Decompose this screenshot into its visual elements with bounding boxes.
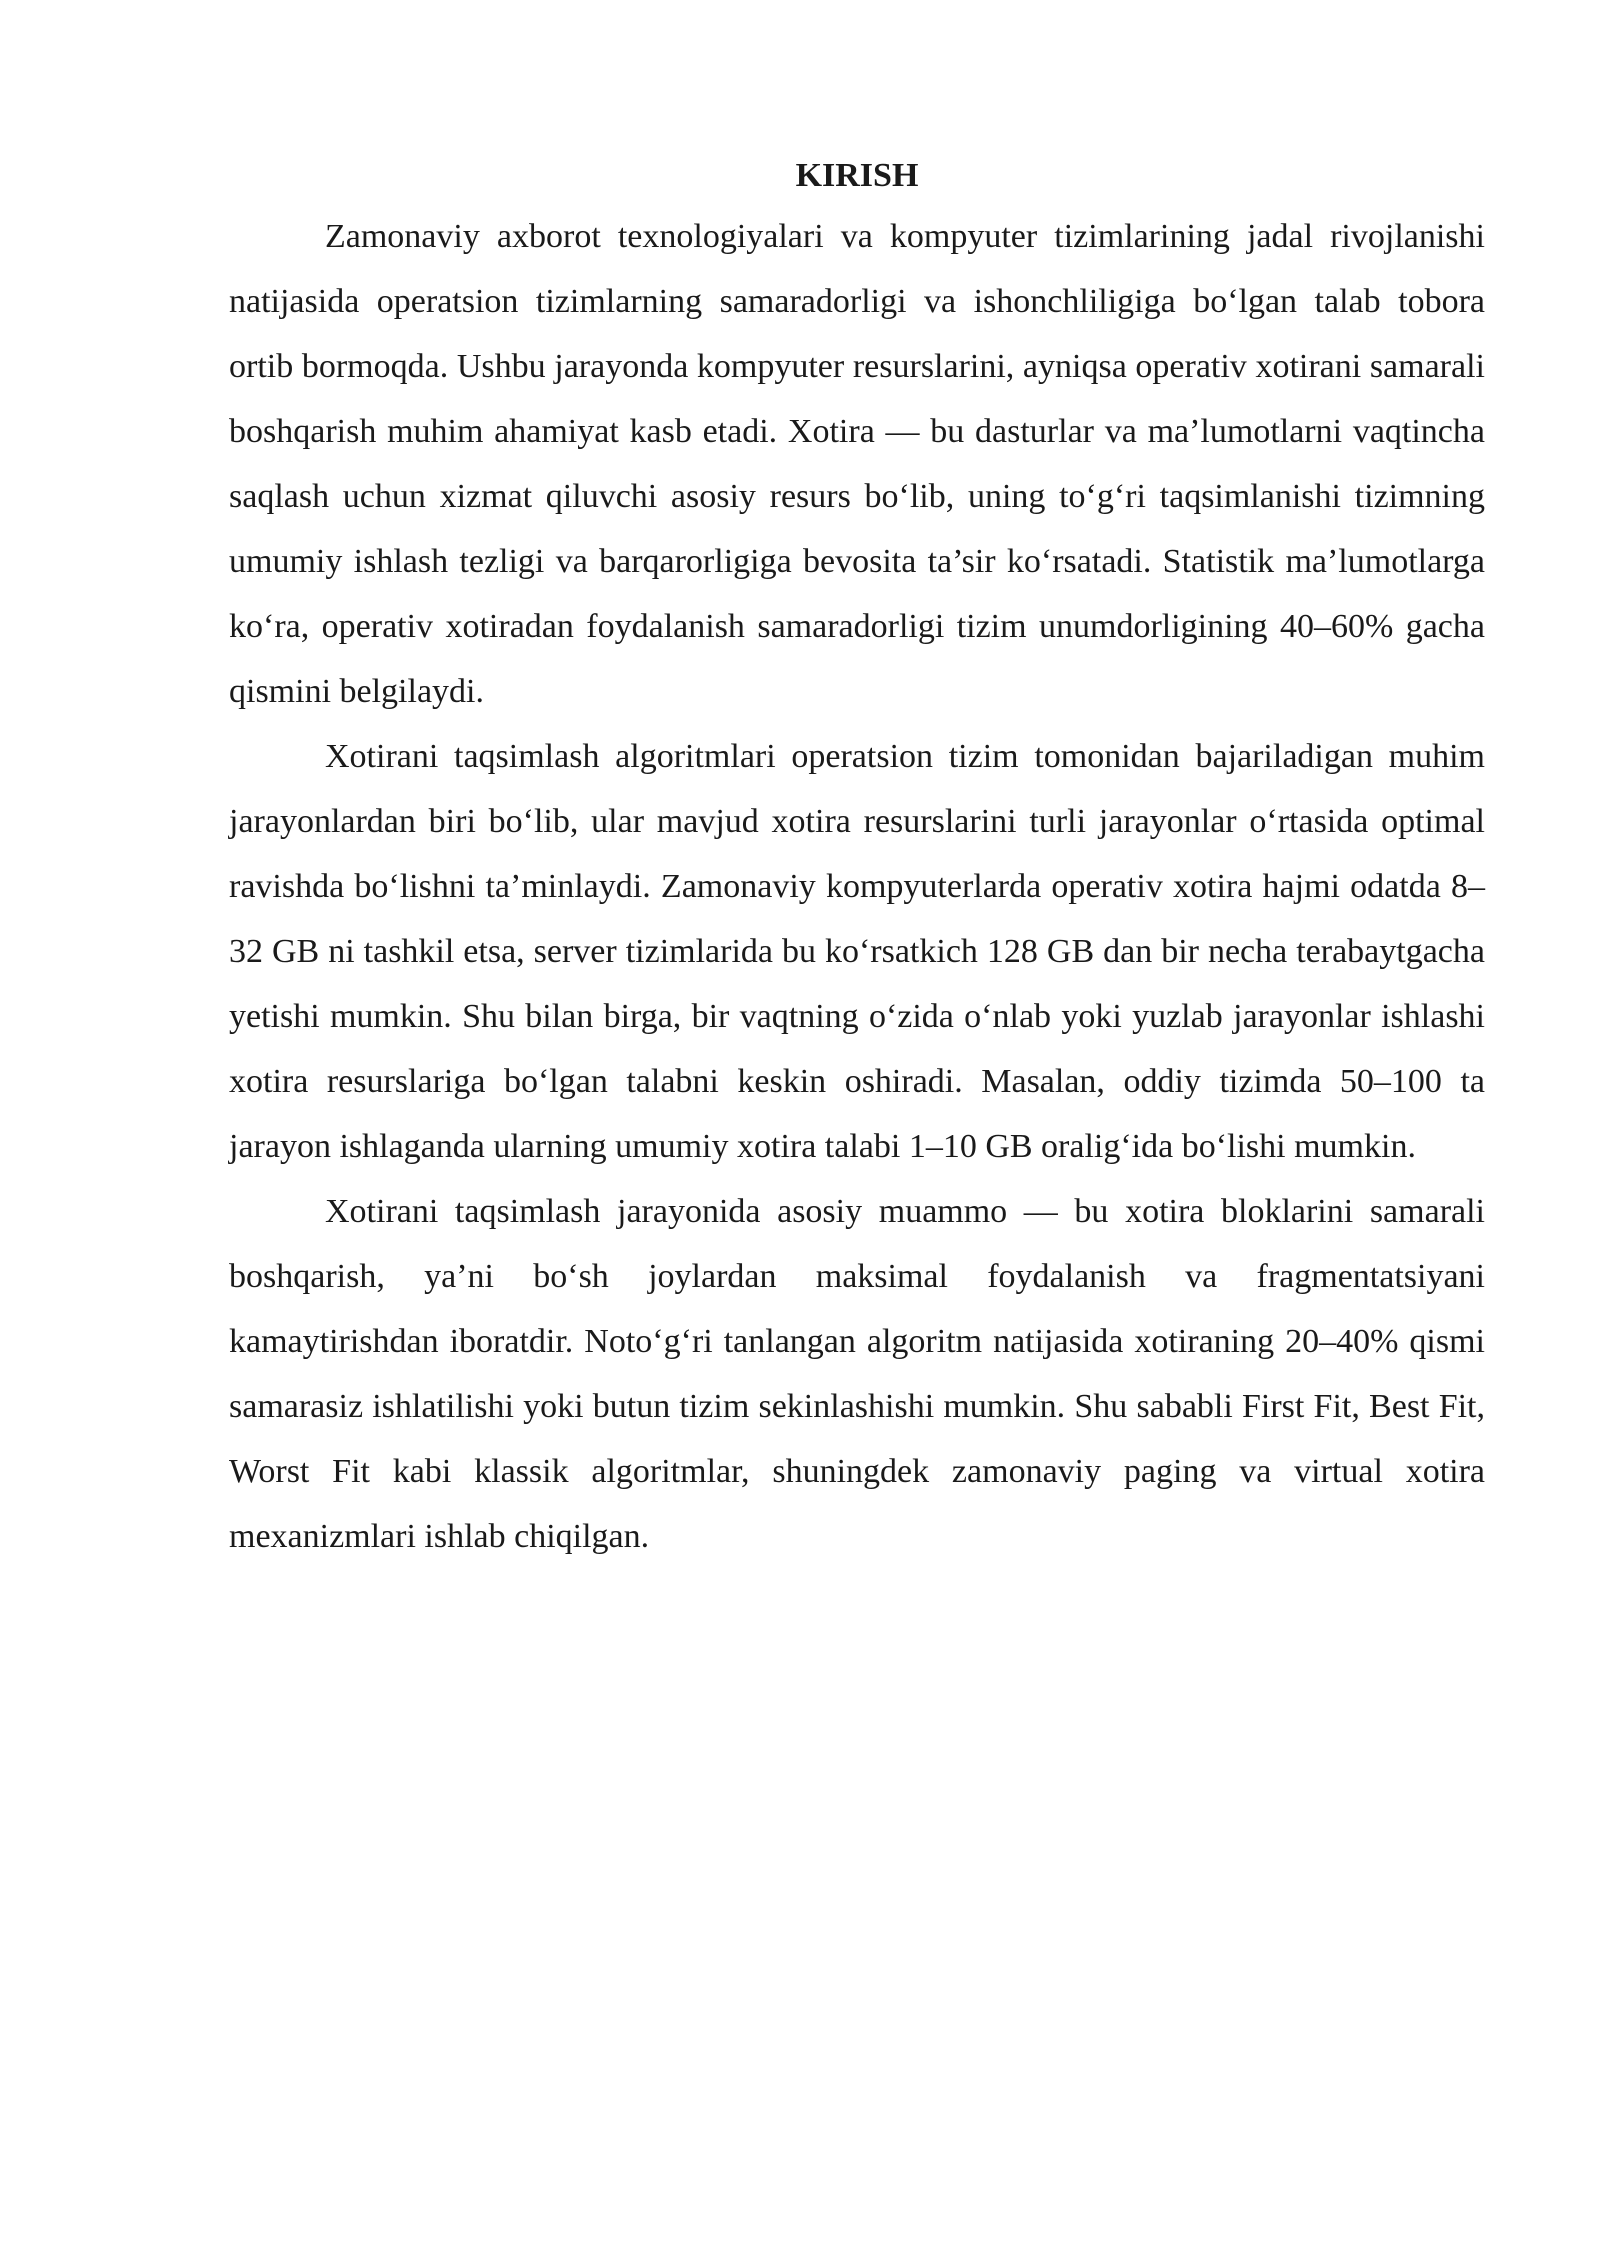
section-heading: KIRISH	[795, 157, 919, 194]
paragraph-intro: Zamonaviy axborot texnologiyalari va kompyuter tizimlarining jadal rivojlanishi natijasida operatsion tizimlarning samaradorligi va ishonchliligiga bo‘lgan talab tobora ortib bormoqda. Ushbu jarayonda kompyuter resurslarini, ayniqsa operativ xotirani samarali boshqarish muhim ahamiyat kasb etadi. Xotira — bu dasturlar va ma’lumotlarni vaqtincha saqlash uchun xizmat qiluvchi asosiy resurs bo‘lib, uning to‘g‘ri taqsimlanishi tizimning umumiy ishlash tezligi va barqarorligiga bevosita ta’sir ko‘rsatadi. Statistik ma’lumotlarga ko‘ra, operativ xotiradan foydalanish samaradorligi tizim unumdorligining 40–60% gacha qismini belgilaydi.	[229, 218, 1485, 710]
paragraph-algorithms: Xotirani taqsimlash algoritmlari operatsion tizim tomonidan bajariladigan muhim jarayonlardan biri bo‘lib, ular mavjud xotira resurslarini turli jarayonlar o‘rtasida optimal ravishda bo‘lishni ta’minlaydi. Zamonaviy kompyuterlarda operativ xotira hajmi odatda 8–32 GB ni tashkil etsa, server tizimlarida bu ko‘rsatkich 128 GB dan bir necha terabaytgacha yetishi mumkin. Shu bilan birga, bir vaqtning o‘zida o‘nlab yoki yuzlab jarayonlar ishlashi xotira resurslariga bo‘lgan talabni keskin oshiradi. Masalan, oddiy tizimda 50–100 ta jarayon ishlaganda ularning umumiy xotira talabi 1–10 GB oralig‘ida bo‘lishi mumkin.	[229, 738, 1485, 1165]
document-body	[229, 148, 1485, 1569]
paragraph-problem: Xotirani taqsimlash jarayonida asosiy muammo — bu xotira bloklarini samarali boshqarish, ya’ni bo‘sh joylardan maksimal foydalanish va fragmentatsiyani kamaytirishdan iboratdir. Noto‘g‘ri tanlangan algoritm natijasida xotiraning 20–40% qismi samarasiz ishlatilishi yoki butun tizim sekinlashishi mumkin. Shu sababli First Fit, Best Fit, Worst Fit kabi klassik algoritmlar, shuningdek zamonaviy paging va virtual xotira mexanizmlari ishlab chiqilgan.	[229, 1193, 1485, 1555]
